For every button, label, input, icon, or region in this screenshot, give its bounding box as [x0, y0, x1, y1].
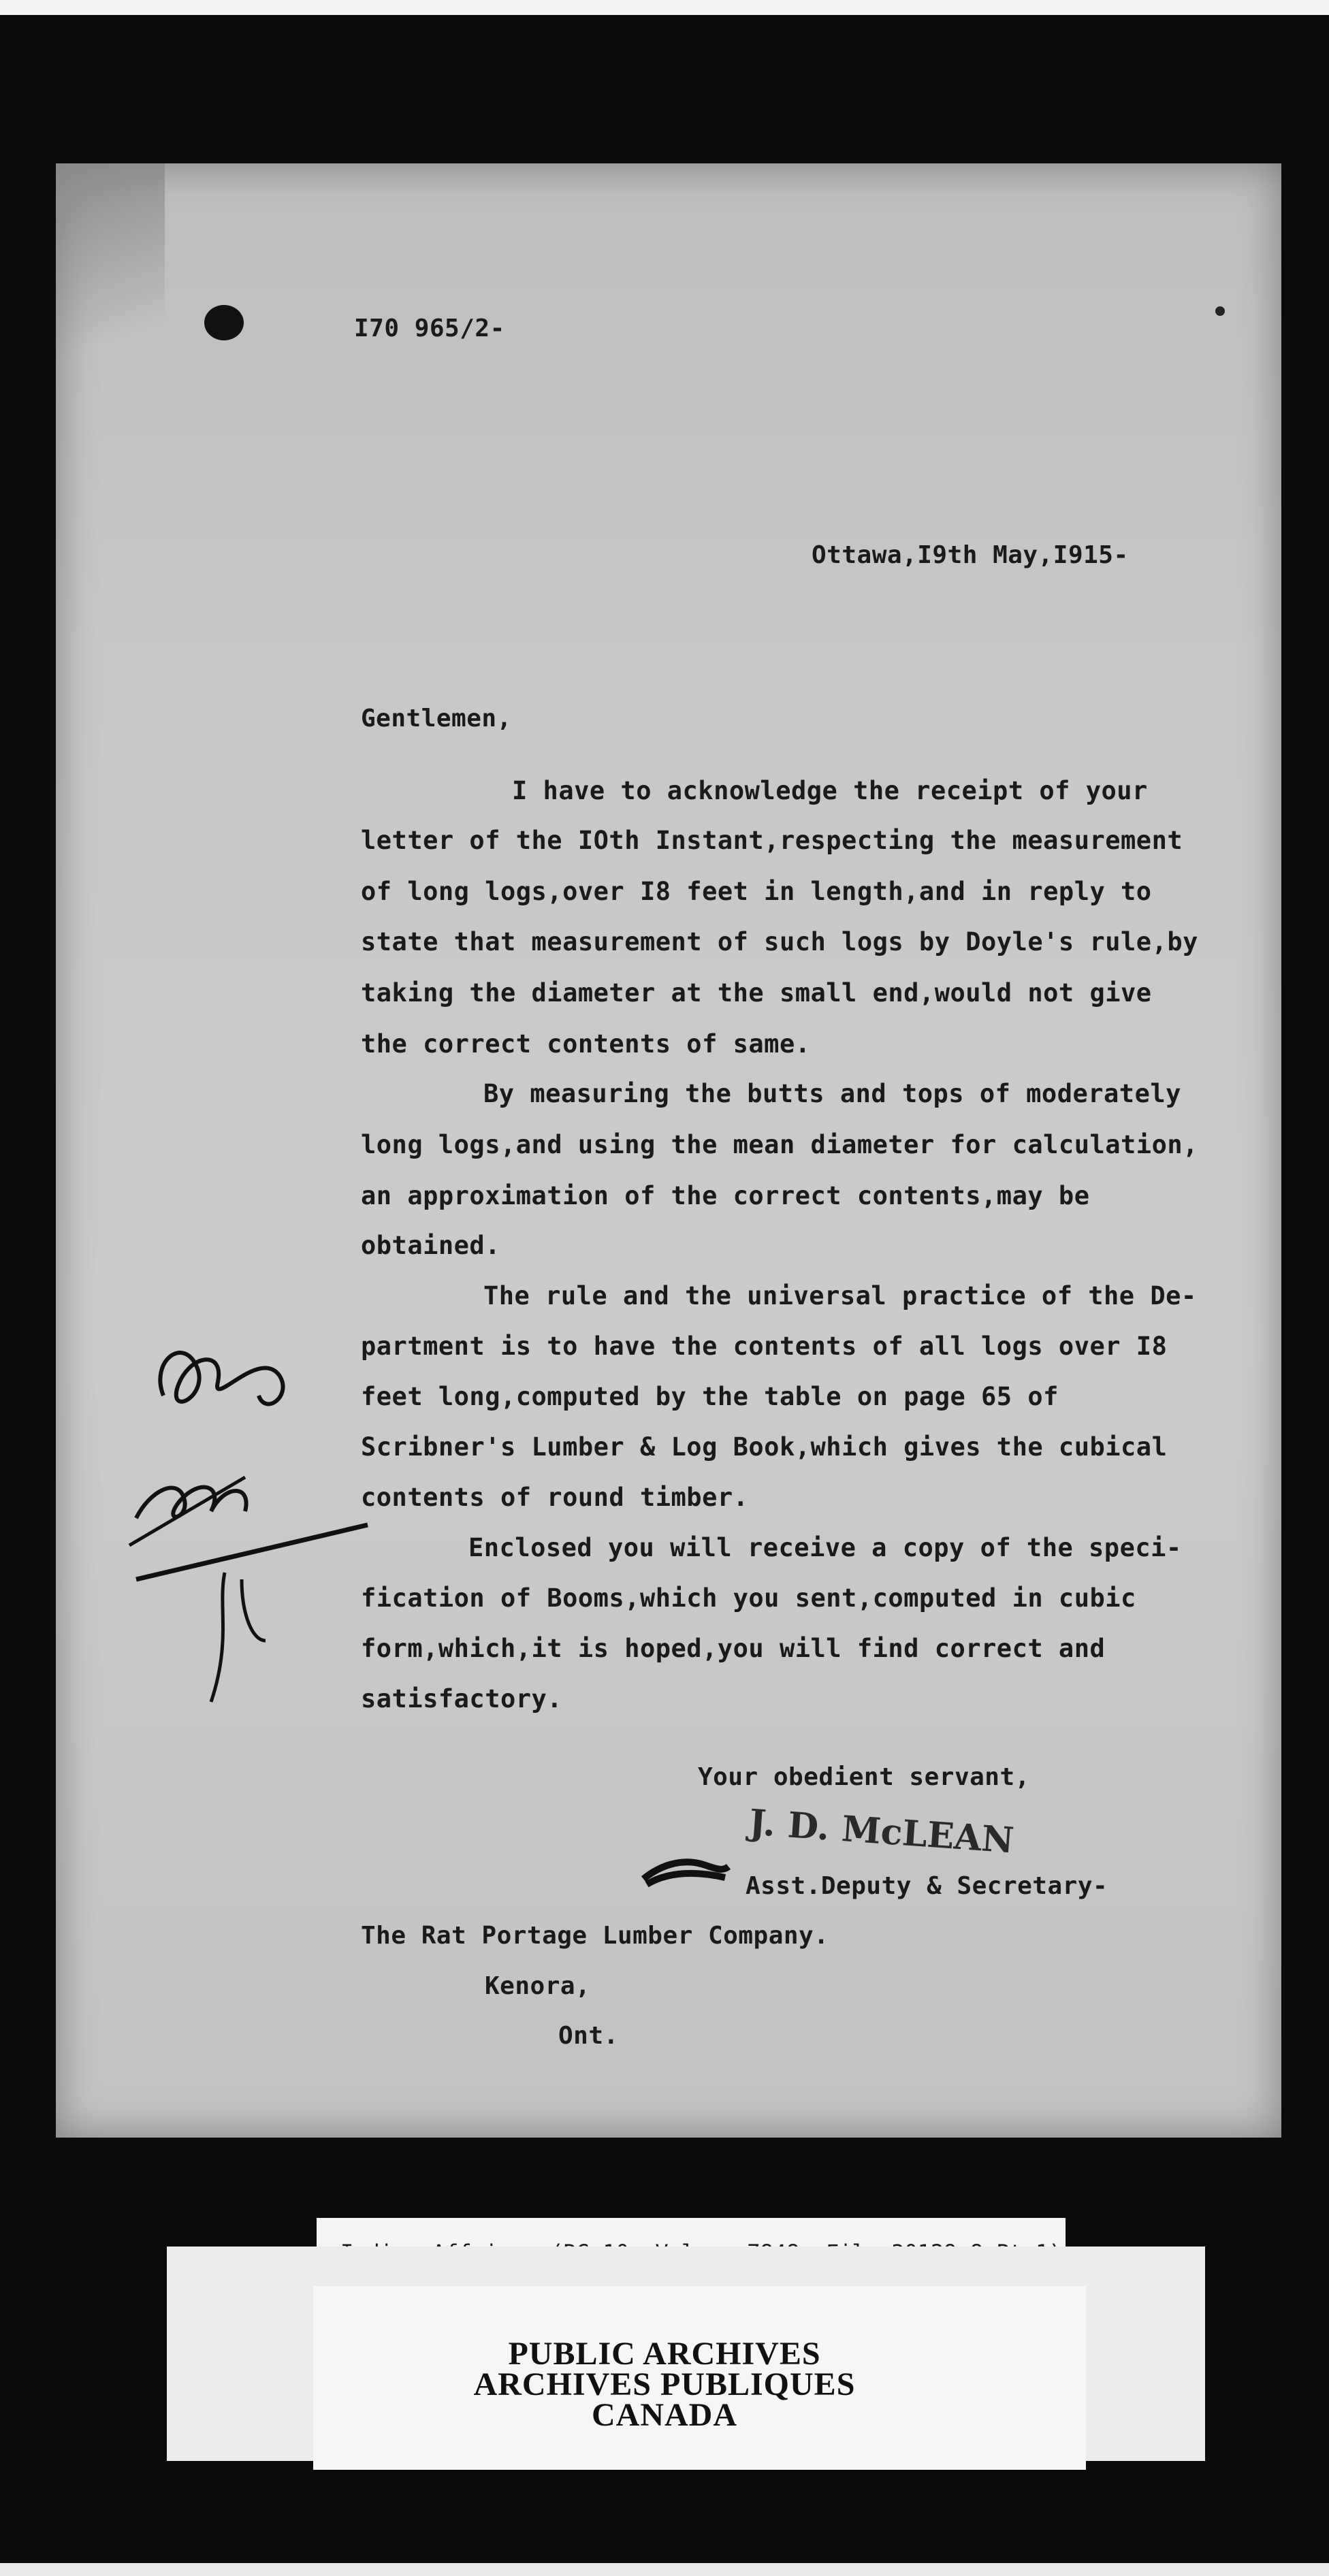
scan-bottom-edge — [0, 2563, 1329, 2576]
body-line: form,which,it is hoped,you will find correct and — [361, 1634, 1106, 1663]
signature-title: Asst.Deputy & Secretary- — [746, 1872, 1108, 1900]
salutation: Gentlemen, — [361, 705, 512, 732]
recipient-province: Ont. — [558, 2022, 619, 2050]
body-line: Enclosed you will receive a copy of the speci- — [468, 1533, 1182, 1562]
body-line: Scribner's Lumber & Log Book,which gives the cubical — [361, 1432, 1168, 1462]
signature-stamp: J. D. McLEAN — [748, 1801, 1016, 1862]
punch-hole — [204, 305, 244, 340]
archives-line-en: PUBLIC ARCHIVES — [508, 2336, 821, 2372]
body-line: I have to acknowledge the receipt of your — [512, 776, 1148, 805]
closing: Your obedient servant, — [698, 1763, 1030, 1791]
body-line: long logs,and using the mean diameter for calculation, — [361, 1130, 1198, 1159]
body-line: partment is to have the contents of all logs over I8 — [361, 1332, 1168, 1361]
archives-line-country: CANADA — [592, 2397, 737, 2433]
recipient-name: The Rat Portage Lumber Company. — [361, 1922, 829, 1950]
body-line: fication of Booms,which you sent,computed in cubic — [361, 1583, 1136, 1613]
place-date: Ottawa,I9th May,I915- — [812, 541, 1129, 569]
body-line: of long logs,over I8 feet in length,and in reply to — [361, 877, 1152, 906]
body-line: contents of round timber. — [361, 1483, 749, 1512]
scan-top-edge — [0, 0, 1329, 15]
body-line: the correct contents of same. — [361, 1029, 811, 1059]
margin-handwriting — [123, 1321, 381, 1784]
body-line: letter of the IOth Instant,respecting the measurement — [361, 826, 1183, 855]
body-line: an approximation of the correct contents,may be — [361, 1181, 1090, 1210]
body-line: By measuring the butts and tops of moderately — [483, 1079, 1181, 1108]
body-line: taking the diameter at the small end,would not give — [361, 978, 1152, 1008]
ink-dot — [1215, 306, 1225, 316]
body-line: state that measurement of such logs by Doyle's rule,by — [361, 927, 1198, 956]
signature-scribble — [640, 1852, 735, 1893]
page-torn-corner — [56, 163, 165, 408]
archives-line-fr: ARCHIVES PUBLIQUES — [473, 2366, 856, 2402]
recipient-city: Kenora, — [485, 1972, 591, 2000]
body-line: feet long,computed by the table on page 65 of — [361, 1382, 1059, 1411]
body-line: The rule and the universal practice of the De- — [483, 1281, 1197, 1310]
body-line: obtained. — [361, 1231, 500, 1260]
body-line: satisfactory. — [361, 1684, 563, 1713]
file-number: I70 965/2- — [354, 315, 505, 342]
